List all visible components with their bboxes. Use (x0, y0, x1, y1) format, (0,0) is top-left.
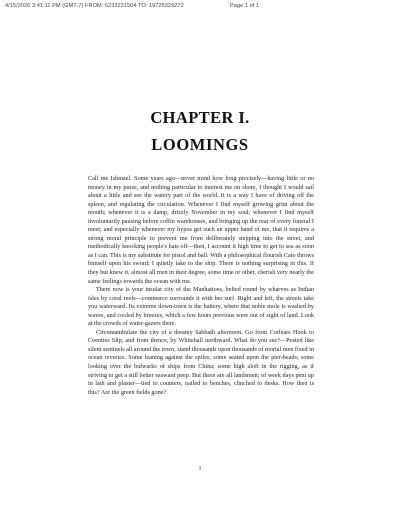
fax-transmission-info: 4/15/2026 3:41:11 PM (GMT-7) FROM: 6233221504 TO: 19725329272 (5, 3, 184, 9)
chapter-number: CHAPTER I. (150, 108, 250, 127)
paragraph: Circumambulate the city of a dreamy Sabbath afternoon. Go from Corlears Hook to Coenties Slip, and from thence, by Whitehall northward. What do you see?—Posted like silent sentinels all around the town, stand thousands upon thousands of mortal men fixed in ocean reveries. Some leaning against the spiles; some seated upon the pier-heads; some looking over the bulwarks of ships from China; some high aloft in the rigging, as if striving to get a still better seaward peep. But these are all landsmen; of week days pent up in lath and plaster—tied to counters, nailed to benches, clinched to desks. How then is this? Are the green fields gone? (88, 328, 314, 396)
chapter-title: LOOMINGS (151, 135, 249, 154)
fax-header (5, 3, 395, 13)
paragraph: Call me Ishmael. Some years ago—never mind how long precisely—having little or no money in my purse, and nothing particular to interest me on shore, I thought I would sail about a little and see the watery part of the world. It is a way I have of driving off the spleen, and regulating the circulation. Whenever I find myself growing grim about the mouth; whenever it is a damp, drizzly November in my soul; whenever I find myself involuntarily pausing before coffin warehouses, and bringing up the rear of every funeral I meet; and especially whenever my hypos get such an upper hand of me, that it requires a strong moral principle to prevent me from deliberately stepping into the street, and methodically knocking people's hats off—then, I account it high time to get to sea as soon as I can. This is my substitute for pistol and ball. With a philosophical flourish Cato throws himself upon his sword; I quietly take to the ship. There is nothing surprising in this. If they but knew it, almost all men in their degree, some time or other, cherish very nearly the same feelings towards the ocean with me. (88, 175, 314, 285)
paragraph: There now is your insular city of the Manhattoes, belted round by wharves as Indian isles by coral reefs—commerce surrounds it with her surf. Right and left, the streets take you waterward. Its extreme down-town is the battery, where that noble mole is washed by waves, and cooled by breezes, which a few hours previous were out of sight of land. Look at the crowds of water-gazers there. (88, 286, 314, 328)
fax-page-count: Page 1 of 1 (230, 3, 260, 9)
chapter-body (88, 175, 314, 397)
page-number: 1 (198, 466, 202, 472)
